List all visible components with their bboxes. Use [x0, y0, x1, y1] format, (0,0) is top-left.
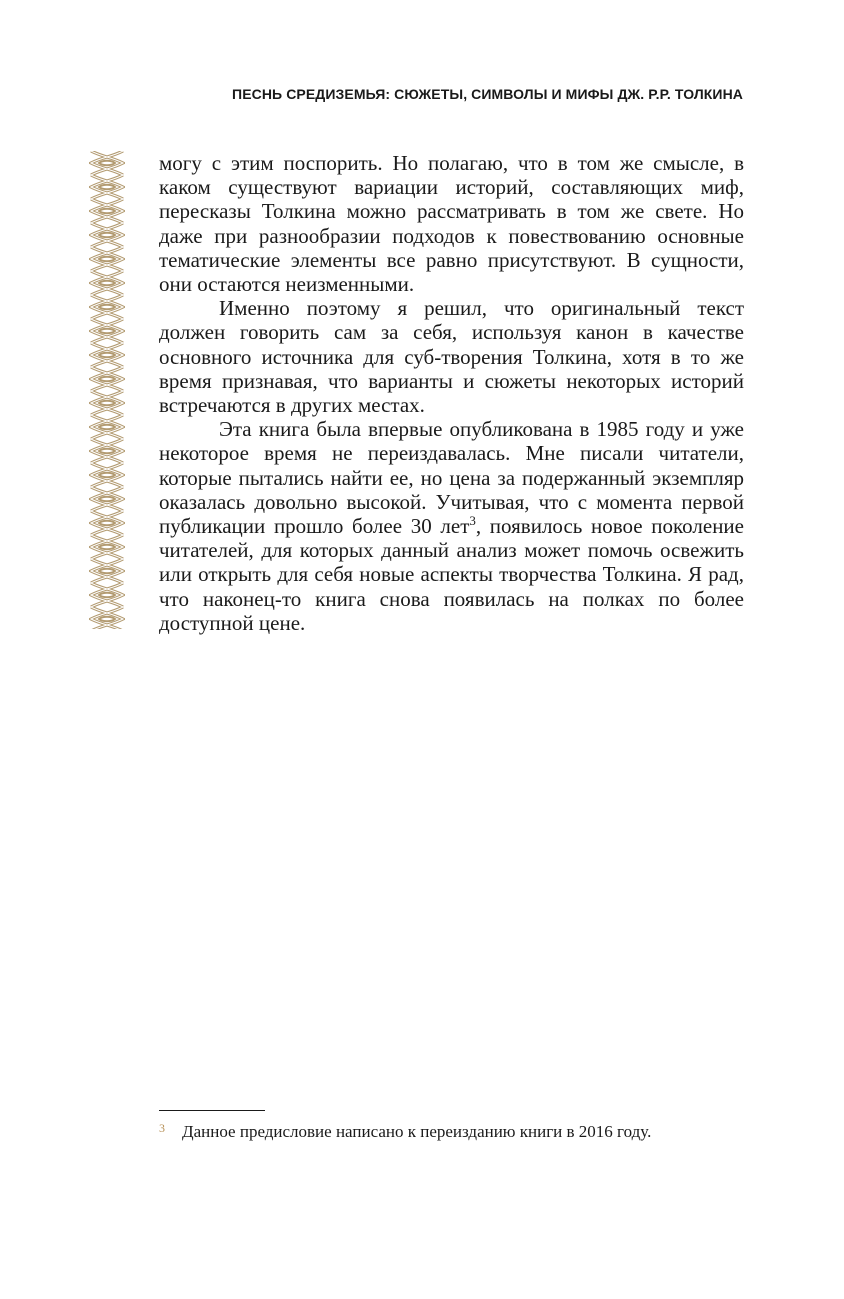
footnote-divider [159, 1110, 265, 1111]
running-head-title: ПЕСНЬ СРЕДИЗЕМЬЯ: СЮЖЕТЫ, СИМВОЛЫ И МИФЫ ДЖ. Р.Р. ТОЛКИНА [232, 86, 743, 102]
paragraph-3 [159, 417, 744, 635]
footnote [159, 1117, 759, 1143]
celtic-knot-border-icon [89, 151, 125, 629]
footnote-text: Данное предисловие написано к переизданию книги в 2016 году. [182, 1122, 652, 1141]
footnote-marker: 3 [159, 1121, 165, 1135]
footnote-reference[interactable]: 3 [469, 513, 476, 529]
paragraph-3-text-before: Эта книга была впервые опубликована в 1985 году и уже некоторое время не переиздавалась. Мне писали читатели, которые пытались найти ее, но цена за подержанный экземпляр оказалась довольно высокой. Учитывая, что с момента первой публикации прошло более 30 лет [159, 417, 744, 539]
paragraph-2: Именно поэтому я решил, что оригинальный текст должен говорить сам за себя, используя канон в качестве основного источника для суб-творения Толкина, хотя в то же время признавая, что варианты и сюжеты некоторых историй встречаются в других местах. [159, 296, 744, 418]
body-text [159, 151, 744, 635]
paragraph-1: могу с этим поспорить. Но полагаю, что в том же смысле, в каком существуют вариации историй, составляющих миф, пересказы Толкина можно рассматривать в том же свете. Но даже при разнообразии подходов к повествованию основные тематические элементы все равно присутствуют. В сущности, они остаются неизменными. [159, 151, 744, 297]
paragraph-3-text-after: , появилось новое поколение читателей, для которых данный анализ может помочь освежить или открыть для себя новые аспекты творчества Толкина. Я рад, что наконец-то книга снова появилась на полках по более доступной цене. [159, 514, 744, 635]
